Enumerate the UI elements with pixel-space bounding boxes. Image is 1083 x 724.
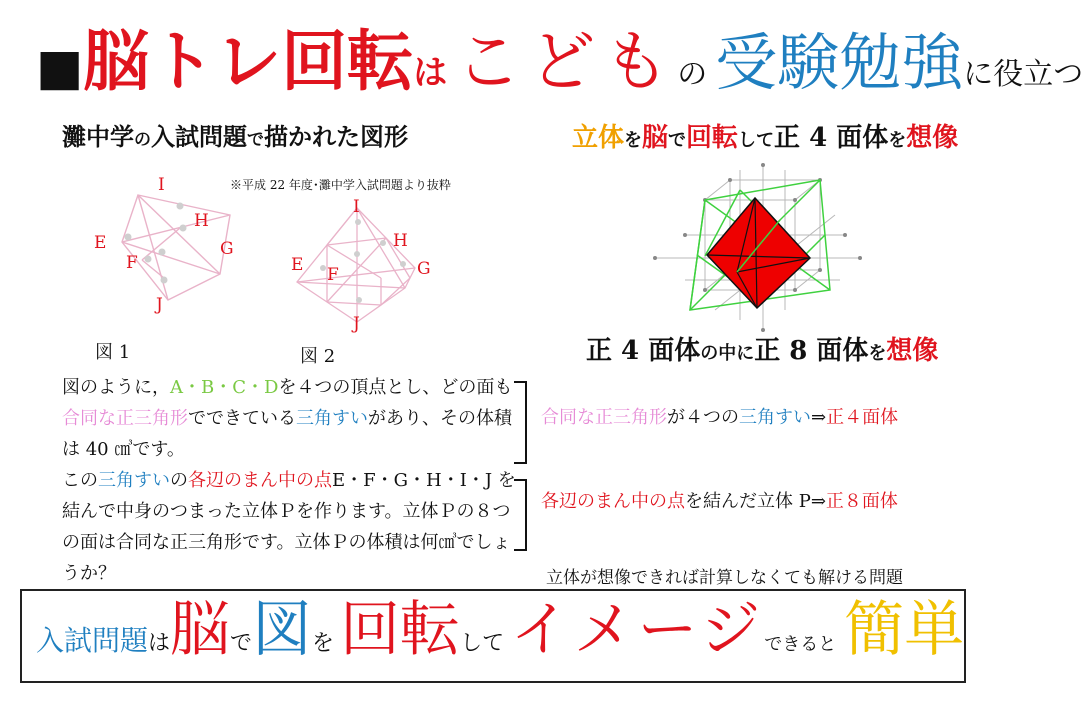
bottom-dekiruto: できると [764, 634, 837, 655]
p1-g: があり、その体積は 40 ㎤です。 [62, 408, 512, 460]
p2-pyramid: 三角すい [98, 470, 170, 491]
figure-2 [285, 188, 465, 338]
title-no: の [677, 57, 708, 92]
title-exam-study: 受験勉強 [715, 26, 964, 99]
tetra-octa-figure [645, 160, 870, 335]
rh2-inside: の中に [700, 343, 755, 364]
bottom-wo: を [312, 631, 335, 656]
right-heading-1 [572, 125, 958, 151]
note-octahedron [541, 487, 898, 513]
bottom-easy: 簡単 [844, 595, 965, 665]
rh1-rotation: 回転 [686, 123, 739, 153]
p1-e: でできている [188, 408, 296, 429]
fig2-label-F: F [327, 265, 339, 285]
title-square: ■ [36, 38, 84, 96]
p2-e: E・F・G・H・I・J を結んで中身のつまった立体Ｐを作ります。立体Ｐの８つの面は合同な正三角形です。立体Ｐの体積は何㎤でしょうか？ [62, 470, 516, 584]
source-note: ※平成 22 年度･灘中学入試問題より抜粋 [230, 178, 451, 192]
heading-no: の [134, 130, 151, 150]
fig2-label-H: H [393, 231, 408, 251]
n2-midpoints: 各辺のまん中の点 [541, 491, 685, 512]
title-children: こども [455, 23, 678, 100]
bottom-rotation: 回転 [340, 595, 461, 665]
figure-2-label: 図 2 [300, 346, 336, 367]
fig1-label-H: H [194, 211, 209, 231]
p2-a: この [62, 470, 98, 491]
rh2-tetrahedron: 正 4 面体 [586, 336, 701, 366]
bottom-exam: 入試問題 [36, 624, 149, 657]
rh1-de: で [668, 130, 687, 151]
problem-text [62, 372, 522, 589]
bottom-wa: は [148, 631, 171, 656]
p1-a: 図のように， [62, 377, 170, 398]
problem-paragraph-1 [62, 372, 522, 465]
problem-paragraph-2 [62, 465, 522, 589]
n1-b: が４つの [667, 407, 739, 428]
p1-congruent-triangle: 合同な正三角形 [62, 408, 188, 429]
title-wa: は [413, 53, 448, 93]
title-brain-training: 脳トレ回転 [83, 22, 414, 100]
fig1-label-J: J [156, 295, 163, 315]
rh1-wo2: を [888, 130, 907, 151]
fig2-label-I: I [353, 197, 360, 217]
right-heading-2 [586, 338, 938, 364]
n1-pyramid: 三角すい [739, 407, 811, 428]
fig1-label-G: G [220, 239, 234, 259]
fig2-label-J: J [353, 314, 360, 334]
rh1-shite: して [738, 130, 775, 151]
figure-1 [80, 170, 260, 330]
left-heading [62, 122, 408, 151]
fig2-label-E: E [291, 255, 304, 275]
title-useful: に役立つ [963, 57, 1083, 92]
p1-pyramid: 三角すい [296, 408, 368, 429]
fig1-label-F: F [126, 253, 138, 273]
rh2-imagine: 想像 [886, 336, 939, 366]
bottom-figure: 図 [252, 595, 313, 665]
rh2-octahedron: 正 8 面体 [754, 336, 869, 366]
rh1-solid: 立体 [572, 123, 625, 153]
fig1-label-E: E [94, 233, 107, 253]
note-summary: 立体が想像できれば計算しなくても解ける問題 [546, 568, 903, 588]
p2-c: の [170, 470, 188, 491]
fig1-label-I: I [158, 175, 165, 195]
n2-b: を結んだ立体 P⇒ [685, 491, 826, 512]
n1-tetra: 正４面体 [826, 407, 899, 428]
rh1-tetrahedron: 正 4 面体 [774, 123, 889, 153]
brackets [512, 380, 534, 570]
bottom-shite: して [460, 631, 505, 656]
heading-drawn-figure: 描かれた図形 [264, 122, 408, 151]
rh2-wo: を [868, 343, 887, 364]
heading-nada: 灘中学 [62, 122, 134, 151]
rh1-brain: 脳 [642, 123, 669, 153]
page-title [36, 22, 1083, 108]
rh1-wo: を [624, 130, 643, 151]
bottom-slogan [36, 595, 965, 676]
fig2-label-G: G [417, 259, 431, 279]
rh1-imagine: 想像 [906, 123, 959, 153]
bottom-brain: 脳 [170, 595, 231, 665]
n1-arrow: ⇒ [811, 407, 827, 428]
n1-congruent: 合同な正三角形 [541, 407, 667, 428]
p1-c: を４つの頂点とし、どの面も [278, 377, 513, 398]
n2-octa: 正８面体 [825, 491, 898, 512]
bottom-de: で [230, 631, 253, 656]
bottom-image: イメージ [510, 595, 765, 665]
heading-exam: 入試問題 [151, 122, 247, 151]
heading-de: で [247, 130, 264, 150]
p2-midpoints: 各辺のまん中の点 [188, 470, 332, 491]
p1-vertices: A・B・C・D [170, 377, 279, 398]
note-tetrahedron [541, 403, 898, 429]
figure-1-label: 図 1 [95, 342, 131, 363]
